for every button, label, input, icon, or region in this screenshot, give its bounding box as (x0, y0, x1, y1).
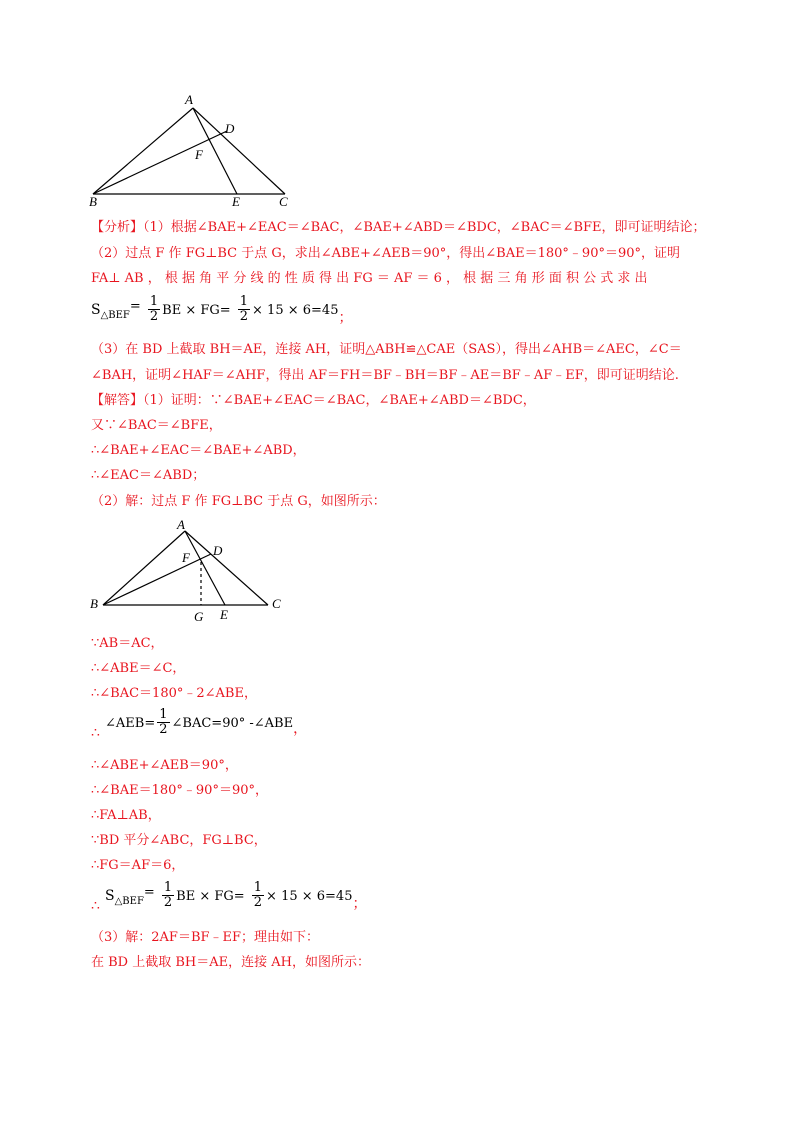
vertex-d-label: D (213, 543, 223, 558)
area-formula-2: ∴ $S_{\triangle BEF}^=$ $\frac{1}{2}$ BE × FG= $\frac{1}{2}$ × 15 × 6=45； (91, 880, 367, 914)
solution-line-7: ∴∠ABE＝∠C， (91, 661, 186, 676)
vertex-a-label: A (185, 92, 193, 107)
analysis-line-4: （3）在 BD 上截取 BH＝AE，连接 AH，证明△ABH≌△CAE（SAS），得出∠AHB＝∠AEC，∠C＝ (91, 342, 682, 357)
solution-line-12: ∵BD 平分∠ABC，FG⊥BC， (91, 833, 267, 848)
analysis-line-2: （2）过点 F 作 FG⊥BC 于点 G，求出∠ABE+∠AEB＝90°，得出∠BAE＝180°﹣90°＝90°，证明 (91, 246, 681, 261)
vertex-d-label: D (225, 121, 235, 136)
vertex-b-label: B (90, 596, 98, 611)
vertex-c-label: C (279, 194, 288, 208)
fraction-half-2: $\frac{1}{2}$ (239, 294, 249, 324)
analysis-line-5: ∠BAH，证明∠HAF＝∠AHF，得出 AF＝FH＝BF﹣BH＝BF﹣AE＝BF﹣AF﹣EF，即可证明结论. (91, 368, 679, 383)
vertex-a-label: A (177, 517, 185, 532)
solution-line-14: （3）解：2AF＝BF﹣EF；理由如下： (91, 930, 320, 945)
solution-tag: 【解答】 (91, 393, 144, 408)
vertex-c-label: C (272, 596, 281, 611)
area-formula-1: $S_{\triangle BEF}^=$ $\frac{1}{2}$ BE × FG= $\frac{1}{2}$ × 15 × 6=45； (91, 294, 353, 326)
fraction-half: $\frac{1}{2}$ (159, 707, 168, 737)
analysis-line-3: FA⊥ AB ， 根 据 角 平 分 线 的 性 质 得 出 FG ＝ AF ＝ 6 ， 根 据 三 角 形 面 积 公 式 求 出 (91, 271, 648, 286)
vertex-g-label: G (194, 609, 204, 624)
solution-line-9: ∴∠ABE+∠AEB＝90°， (91, 758, 238, 773)
analysis-line-1: 【分析】（1）根据∠BAE+∠EAC＝∠BAC，∠BAE+∠ABD＝∠BDC，∠BAC＝∠BFE，即可证明结论； (91, 220, 706, 235)
angle-formula: ∴ ∠AEB= $\frac{1}{2}$ ∠BAC=90° -∠ABE， (91, 707, 308, 741)
vertex-e-label: E (220, 607, 228, 622)
vertex-e-label: E (232, 194, 240, 208)
triangle-figure-1 (85, 88, 305, 208)
solution-line-6: ∵AB＝AC， (91, 636, 164, 651)
solution-line-2: 又∵∠BAC＝∠BFE， (91, 418, 222, 433)
fraction-half-2: $\frac{1}{2}$ (253, 880, 263, 910)
solution-line-1: 【解答】（1）证明：∵∠BAE+∠EAC＝∠BAC，∠BAE+∠ABD＝∠BDC， (91, 393, 536, 408)
fraction-half: $\frac{1}{2}$ (149, 294, 159, 324)
solution-line-5: （2）解：过点 F 作 FG⊥BC 于点 G，如图所示： (91, 494, 386, 509)
triangle-figure-2 (85, 515, 295, 625)
solution-line-15: 在 BD 上截取 BH＝AE，连接 AH，如图所示： (91, 955, 370, 970)
vertex-f-label: F (195, 147, 203, 162)
solution-line-8: ∴∠BAC＝180°﹣2∠ABE， (91, 686, 257, 701)
analysis-tag: 【分析】 (91, 220, 144, 235)
solution-line-4: ∴∠EAC＝∠ABD； (91, 468, 206, 483)
solution-line-11: ∴FA⊥AB， (91, 808, 161, 823)
vertex-f-label: F (182, 550, 190, 565)
fraction-half: $\frac{1}{2}$ (163, 880, 173, 910)
solution-line-13: ∴FG＝AF＝6， (91, 858, 185, 873)
vertex-b-label: B (89, 194, 97, 208)
solution-line-3: ∴∠BAE+∠EAC＝∠BAE+∠ABD， (91, 443, 306, 458)
solution-line-10: ∴∠BAE＝180°﹣90°＝90°， (91, 783, 268, 798)
